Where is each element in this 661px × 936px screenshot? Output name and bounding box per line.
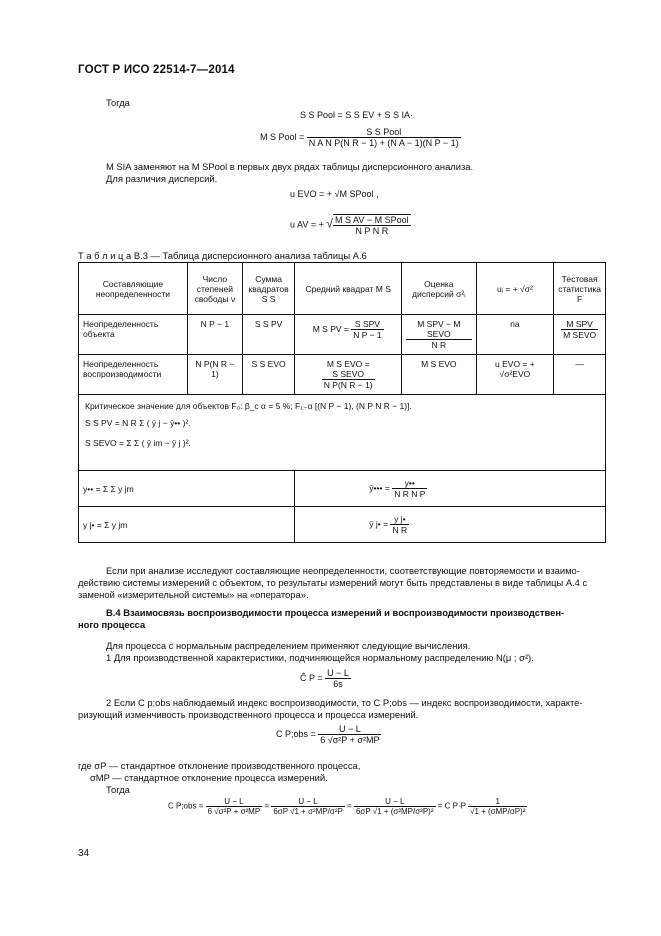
formula-ms-pool-lhs: M S Pool = xyxy=(260,131,305,142)
cell-ydd-bar-lhs: ȳ••• = xyxy=(369,482,390,493)
cell-ms-den: N P(N R − 1) xyxy=(323,380,373,390)
formula-cp-fraction xyxy=(325,668,351,689)
formula-u-av-lhs: u AV = + xyxy=(290,219,324,230)
cell-ms-lhs: M S PV = xyxy=(312,323,349,334)
cell-yj-bar-lhs: ȳ j• = xyxy=(369,518,389,529)
formula-cp-obs xyxy=(276,724,381,745)
section-heading-line-1: B.4 Взаимосвязь воспроизводимости процесса измерений и воспроизводимости производствен- xyxy=(106,607,565,618)
cell-dof: N P(N R − 1) xyxy=(187,355,242,395)
formula-final-frac-3 xyxy=(354,797,436,816)
th-f: Тестовая статистика F xyxy=(554,263,606,315)
formula-u-av-denominator: N P N R xyxy=(333,225,411,236)
formula-final-frac-2 xyxy=(271,797,345,816)
text-togda: Тогда xyxy=(106,97,130,108)
cell-u: u EVO = + √σ²EVO xyxy=(476,355,554,395)
cell-ydd: y•• = Σ Σ y jm xyxy=(79,471,295,507)
table-notes xyxy=(79,395,606,471)
radical-icon: √ xyxy=(326,216,333,231)
formula-u-av-numerator: M S AV − M SPool xyxy=(334,215,409,225)
cell-u: na xyxy=(476,315,554,355)
th-component: Составляющие неопределенности xyxy=(79,263,188,315)
formula-cp-obs-den: 6 √σ²P + σ²MP xyxy=(320,735,380,745)
formula-final-frac-4 xyxy=(468,797,527,816)
paragraph-1-line-2: действию системы измерений с объектом, то результаты измерений могут быть представлены в виде таблицы А.4 с xyxy=(78,577,588,588)
formula-final-frac-1 xyxy=(206,797,263,816)
cell-variance-num: M SPV − M SEVO xyxy=(417,319,461,339)
cell-ms xyxy=(295,315,402,355)
formula-cp-obs-lhs: C P;obs = xyxy=(276,728,316,739)
formula-cp xyxy=(300,668,351,689)
formula-ss-evo: S SEVO = Σ Σ ( ȳ im − ȳ j )². xyxy=(85,438,191,448)
paragraph-3: 1 Для производственной характеристики, подчиняющейся нормальному распределению N(μ ; σ²). xyxy=(106,652,534,663)
th-variance: Оценка дисперсий σ²ᵢ xyxy=(402,263,476,315)
formula-cp-obs-fraction xyxy=(318,724,381,745)
paragraph-1-line-1: Если при анализе исследуют составляющие неопределенности, соответствующие повторяемости и взаимо- xyxy=(106,565,580,576)
equals-sign: = xyxy=(264,801,270,811)
section-heading-line-2: ного процесса xyxy=(78,619,146,630)
formula-final-lhs: C P;obs = xyxy=(168,801,204,811)
formula-ms-pool-fraction xyxy=(307,127,461,148)
cell-ms-num: S SPV xyxy=(354,319,380,329)
formula-u-av-fraction xyxy=(333,214,411,236)
cell-f-den: M SEVO xyxy=(563,330,597,340)
anova-table xyxy=(78,262,606,543)
cell-ss: S S EVO xyxy=(242,355,294,395)
formula-final-num-4: 1 xyxy=(495,797,500,806)
formula-final-den-2: 6σP √1 + σ²MP/σ²P xyxy=(273,807,343,816)
cell-variance: M S EVO xyxy=(402,355,476,395)
formula-final-den-3: 6σP √1 + (σ²MP/σ²P)² xyxy=(355,807,434,816)
table-row xyxy=(79,355,606,395)
text-togda-2: Тогда xyxy=(106,784,130,795)
formula-final-num-2: U − L xyxy=(298,797,318,806)
table-row xyxy=(79,315,606,355)
table-row xyxy=(79,471,606,507)
cell-yj-bar-fraction xyxy=(390,514,409,535)
cell-component: Неопределенность воспроизводимости xyxy=(79,355,188,395)
cell-ms-fraction xyxy=(351,319,383,340)
formula-cp-den: 6s xyxy=(325,678,351,689)
cell-ydd-bar-fraction xyxy=(392,478,427,499)
cell-ss: S S PV xyxy=(242,315,294,355)
cell-yj: y j• = Σ y jm xyxy=(79,507,295,543)
formula-cp-lhs: Ĉ P = xyxy=(300,672,323,683)
cell-component: Неопределенность объекта xyxy=(79,315,188,355)
cell-ms-den: N P − 1 xyxy=(353,330,382,340)
th-ss: Сумма квадратов S S xyxy=(242,263,294,315)
formula-cp-obs-num: U − L xyxy=(338,724,361,734)
cell-ms-fraction xyxy=(322,369,375,390)
formula-final-den-1: 6 √σ²P + σ²MP xyxy=(207,807,261,816)
cell-f: — xyxy=(554,355,606,395)
cell-yj-bar xyxy=(295,507,606,543)
table-notes-row xyxy=(79,395,606,471)
cell-ms xyxy=(295,355,402,395)
cell-ydd-bar xyxy=(295,471,606,507)
text-msia-note: M SIA заменяют на M SPool в первых двух рядах таблицы дисперсионного анализа. xyxy=(106,161,474,172)
cell-dof: N P − 1 xyxy=(187,315,242,355)
formula-final-num-1: U − L xyxy=(224,797,244,806)
formula-ms-pool-numerator: S S Pool xyxy=(366,127,402,137)
cell-f-fraction xyxy=(561,319,598,340)
where-line-2: σMP — стандартное отклонение процесса измерений. xyxy=(90,772,328,783)
critical-value-text: Критическое значение для объектов F₀: β_c α = 5 %; F₁₋α [(N P − 1), (N P N R − 1)]. xyxy=(85,401,412,411)
th-ms: Средний квадрат M S xyxy=(295,263,402,315)
formula-ss-pv: S S PV = N R Σ ( ȳ j − ȳ•• )². xyxy=(85,418,191,428)
formula-final xyxy=(168,797,527,816)
page-number: 34 xyxy=(78,848,90,859)
paragraph-2: Для процесса с нормальным распределением применяют следующие вычисления. xyxy=(106,640,471,651)
th-dof: Число степеней свободы ν xyxy=(187,263,242,315)
cell-yj-bar-den: N R xyxy=(392,525,408,535)
formula-u-evo: u EVO = + √M SPool , xyxy=(290,189,379,199)
cell-ms-num: S SEVO xyxy=(332,369,365,379)
formula-cp-num: U − L xyxy=(327,668,349,678)
paragraph-1-line-3: заменой «измерительной системы» на «оператора». xyxy=(78,589,309,600)
paragraph-4-line-1: 2 Если C p;obs наблюдаемый индекс воспроизводимости, то C P;obs — индекс воспроизводимости, характе- xyxy=(106,697,583,708)
formula-final-den-4: √1 + (σMP/σP)² xyxy=(470,807,526,816)
table-caption: Т а б л и ц а B.3 — Таблица дисперсионного анализа таблицы А.6 xyxy=(78,250,367,261)
cell-f-num: M SPV xyxy=(566,319,593,329)
cell-f xyxy=(554,315,606,355)
formula-final-mid: = C P·P xyxy=(437,801,466,811)
cell-ms-lhs: M S EVO = xyxy=(326,359,370,369)
paragraph-4-line-2: ризующий изменчивость производственного процесса и процесса измерений. xyxy=(78,709,419,720)
document-code: ГОСТ Р ИСО 22514-7—2014 xyxy=(78,64,235,76)
formula-ms-pool xyxy=(260,127,461,148)
cell-variance-den: N R xyxy=(406,339,471,350)
cell-variance-fraction xyxy=(406,319,471,350)
where-line-1: где σP — стандартное отклонение производственного процесса, xyxy=(78,760,361,771)
th-u: uᵢ = + √σ² xyxy=(476,263,554,315)
cell-ydd-bar-num: y•• xyxy=(404,478,415,488)
cell-yj-bar-num: y j• xyxy=(394,514,406,524)
table-row xyxy=(79,507,606,543)
formula-ms-pool-denominator: N A N P(N R − 1) + (N A − 1)(N P − 1) xyxy=(308,138,459,148)
text-diff-note: Для различия дисперсий. xyxy=(106,173,218,184)
formula-u-av xyxy=(290,214,411,236)
formula-ss-pool: S S Pool = S S EV + S S IA· xyxy=(300,110,414,120)
equals-sign: = xyxy=(347,801,352,811)
table-header-row xyxy=(79,263,606,315)
formula-final-num-3: U − L xyxy=(385,797,405,806)
cell-ydd-bar-den: N R N P xyxy=(394,489,426,499)
cell-variance xyxy=(402,315,476,355)
